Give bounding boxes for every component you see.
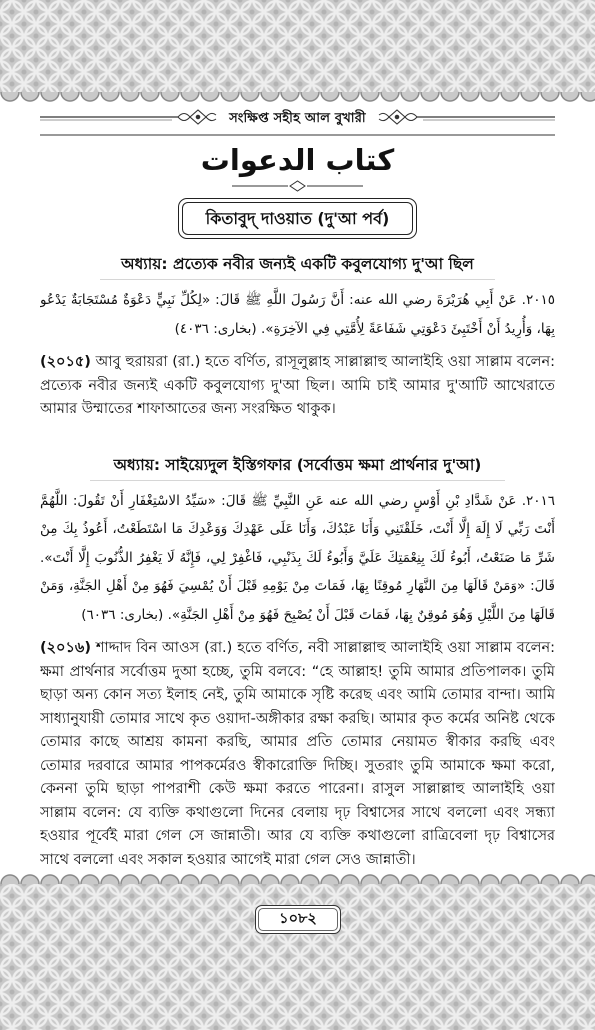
arabic-hadith-text: ٢٠١٦. عَنْ شَدَّادِ بْنِ أَوْسٍ رضي الله عنه عَنِ النَّبِيِّ ﷺ قَالَ: «سَيِّدُ الاسْتِغْفَارِ أَنْ تَقُولَ: اللَّهُمَّ أَنْتَ رَبِّي لَا إِلَهَ إِلَّا أَنْتَ، خَلَقْتَنِي وَأَنَا عَبْدُكَ، وَأَنَا عَلَى عَهْدِكَ وَوَعْدِكَ مَا اسْتَطَعْتُ، أَعُوذُ بِكَ مِنْ شَرِّ مَا صَنَعْتُ، أَبُوءُ لَكَ بِنِعْمَتِكَ عَلَيَّ وَأَبُوءُ لَكَ بِذَنْبِي، فَاغْفِرْ لِي، فَإِنَّهُ لَا يَغْفِرُ الذُّنُوبَ إِلَّا أَنْتَ». قَالَ: «وَمَنْ قَالَهَا مِنَ النَّهَارِ مُوقِنًا بِهَا، فَمَاتَ مِنْ يَوْمِهِ قَبْلَ أَنْ يُمْسِيَ فَهُوَ مِنْ أَهْلِ الجَنَّةِ، وَمَنْ قَالَهَا مِنَ اللَّيْلِ وَهُوَ مُوقِنٌ بِهَا، فَمَاتَ قَبْلَ أَنْ يُصْبِحَ فَهُوَ مِنْ أَهْلِ الجَنَّةِ». (بخارى: ٦٠٣٦) <box>40 492 555 623</box>
running-title: সংক্ষিপ্ত সহীহ আল বুখারী <box>229 111 366 126</box>
top-scallop-border <box>0 92 595 103</box>
bengali-translation <box>40 637 555 872</box>
page-number-box <box>255 905 341 934</box>
title-underline-ornament <box>232 180 363 192</box>
translation-text: আবু হুরায়রা (রা.) হতে বর্ণিত, রাসূলুল্লাহ সাল্লাল্লাহু আলাইহি ওয়া সাল্লাম বলেন: প্রত্যেক নবীর জন্যই একটি কবুলযোগ্য দু'আ ছিল। আমি চাই আমার দু'আটি আখেরাতে আমার উম্মাতের শাফাআতের জন্য সংরক্ষিত থাকুক। <box>40 354 555 417</box>
bengali-book-title: কিতাবুদ্ দাওয়াত (দু'আ পর্ব) <box>182 202 413 235</box>
bengali-translation <box>40 351 555 422</box>
arabic-hadith-text: ٢٠١٥. عَنْ أَبِي هُرَيْرَةَ رضي الله عنه: أَنَّ رَسُولَ اللَّهِ ﷺ قَالَ: «لِكُلِّ نَبِيٍّ دَعْوَةٌ مُسْتَجَابَةٌ يَدْعُو بِهَا، وَأُرِيدُ أَنْ أَخْتَبِئَ دَعْوَتِي شَفَاعَةً لِأُمَّتِي فِي الآخِرَةِ». (بخارى: ٤٠٣٦) <box>40 292 555 337</box>
chapter-heading: অধ্যায়: প্রত্যেক নবীর জন্যই একটি কবুলযোগ্য দু'আ ছিল <box>100 251 495 280</box>
hadith-number: (২০১৫) <box>40 354 91 370</box>
top-pattern-band <box>0 0 595 92</box>
hadith-number: (২০১৬) <box>40 640 91 656</box>
bottom-scallop-border <box>0 873 595 884</box>
page-number: ১০৮২ <box>258 908 338 931</box>
translation-text: শাদ্দাদ বিন আওস (রা.) হতে বর্ণিত, নবী সাল্লাল্লাহু আলাইহি ওয়া সাল্লাম বলেন: ক্ষমা প্রার্থনার সর্বোত্তম দুআ হচ্ছে, তুমি বলবে: “হে আল্লাহ! তুমি আমার প্রতিপালক। তুমি ছাড়া অন্য কোন সত্য ইলাহ নেই, তুমি আমাকে সৃষ্টি করেছ এবং আমি তোমার বান্দা। আমি সাধ্যানুযায়ী তোমার সাথে কৃত ওয়াদা-অঙ্গীকার রক্ষা করছি। আমার কৃত কর্মের অনিষ্ট থেকে তোমার কাছে আশ্রয় কামনা করছি, আমার প্রতি তোমার নেয়ামত স্বীকার করছি এবং তোমার দরবারে আমার পাপকর্মেরও স্বীকারোক্তি দিচ্ছি। সুতরাং তুমি আমাকে ক্ষমা করো, কেননা তুমি ছাড়া পাপরাশী কেউ ক্ষমা করতে পারেনা। রাসুল সাল্লাল্লাহু আলাইহি ওয়া সাল্লাম বলেন: যে ব্যক্তি কথাগুলো দিনের বেলায় দৃঢ় বিশ্বাসের সাথে বললো এবং সন্ধ্যা হওয়ার পূর্বেই মারা গেল সে জান্নাতী। আর যে ব্যক্তি কথাগুলো রাত্রিবেলা দৃঢ় বিশ্বাসের সাথে বললো এবং সকাল হওয়ার আগেই মারা গেল সেও জান্নাতী। <box>40 640 555 868</box>
book-title-box <box>178 198 417 239</box>
arabic-book-title: كتاب الدعوات <box>200 143 395 177</box>
page-content <box>40 243 555 875</box>
chapter-heading: অধ্যায়: সাইয়্যেদুল ইস্তিগফার (সর্বোত্তম ক্ষমা প্রার্থনার দু'আ) <box>90 452 505 481</box>
running-header <box>40 104 555 138</box>
